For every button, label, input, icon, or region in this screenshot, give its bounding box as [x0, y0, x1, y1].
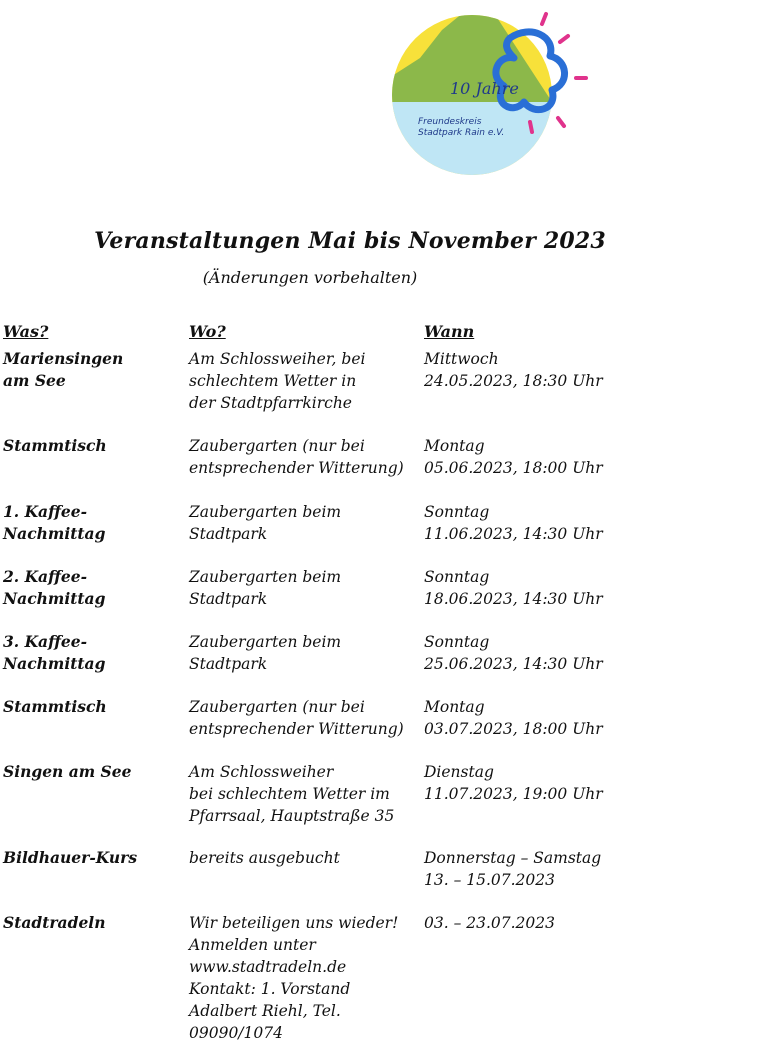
logo-years-text: 10 Jahre [450, 79, 519, 98]
event-row [3, 348, 773, 435]
club-logo [392, 6, 592, 182]
event-wann: Donnerstag – Samstag 13. – 15.07.2023 [424, 849, 602, 889]
event-row [3, 847, 773, 912]
event-was: Stammtisch [3, 697, 107, 716]
event-was: 1. Kaffee- Nachmittag [3, 502, 106, 543]
page-title: Veranstaltungen Mai bis November 2023 [94, 228, 606, 254]
event-wo: Zaubergarten beim Stadtpark [189, 503, 342, 543]
event-row [3, 696, 773, 761]
event-row [3, 435, 773, 501]
event-row [3, 912, 773, 1044]
event-wann: Montag 05.06.2023, 18:00 Uhr [424, 437, 603, 477]
page-subtitle: (Änderungen vorbehalten) [202, 268, 418, 287]
table-header [3, 322, 773, 348]
event-wann: 03. – 23.07.2023 [424, 914, 556, 932]
event-wo: Zaubergarten (nur bei entsprechender Witterung) [189, 698, 404, 738]
event-was: Mariensingen am See [3, 349, 124, 390]
event-wo: Zaubergarten beim Stadtpark [189, 633, 342, 673]
event-wann: Mittwoch 24.05.2023, 18:30 Uhr [424, 350, 603, 390]
event-row [3, 761, 773, 847]
event-was: 2. Kaffee- Nachmittag [3, 567, 106, 608]
event-wo: Wir beteiligen uns wieder! Anmelden unter www.stadtradeln.de Kontakt: 1. Vorstand Adalbert Riehl, Tel. 09090/1074 [189, 914, 399, 1042]
logo-graphic [392, 6, 592, 182]
logo-org-line2: Stadtpark Rain e.V. [418, 128, 505, 138]
event-wo: Zaubergarten (nur bei entsprechender Witterung) [189, 437, 404, 477]
header-was: Was? [3, 322, 49, 341]
event-wann: Montag 03.07.2023, 18:00 Uhr [424, 698, 603, 738]
event-was: Stadtradeln [3, 913, 106, 932]
event-row [3, 501, 773, 566]
event-wo: Am Schlossweiher, bei schlechtem Wetter in der Stadtpfarrkirche [189, 350, 366, 412]
event-row [3, 566, 773, 631]
event-was: Stammtisch [3, 436, 107, 455]
events-table [3, 322, 773, 1044]
event-wann: Sonntag 25.06.2023, 14:30 Uhr [424, 633, 603, 673]
event-wann: Sonntag 11.06.2023, 14:30 Uhr [424, 503, 603, 543]
logo-org-line1: Freundeskreis [418, 117, 482, 127]
event-wo: Am Schlossweiher bei schlechtem Wetter im Pfarrsaal, Hauptstraße 35 [189, 763, 395, 825]
header-wo: Wo? [189, 322, 226, 341]
event-wo: bereits ausgebucht [189, 849, 340, 867]
event-was: Bildhauer-Kurs [3, 848, 138, 867]
header-wann: Wann [424, 322, 475, 341]
event-was: Singen am See [3, 762, 132, 781]
event-wo: Zaubergarten beim Stadtpark [189, 568, 342, 608]
event-row [3, 631, 773, 696]
event-was: 3. Kaffee- Nachmittag [3, 632, 106, 673]
event-wann: Sonntag 18.06.2023, 14:30 Uhr [424, 568, 603, 608]
event-wann: Dienstag 11.07.2023, 19:00 Uhr [424, 763, 603, 803]
